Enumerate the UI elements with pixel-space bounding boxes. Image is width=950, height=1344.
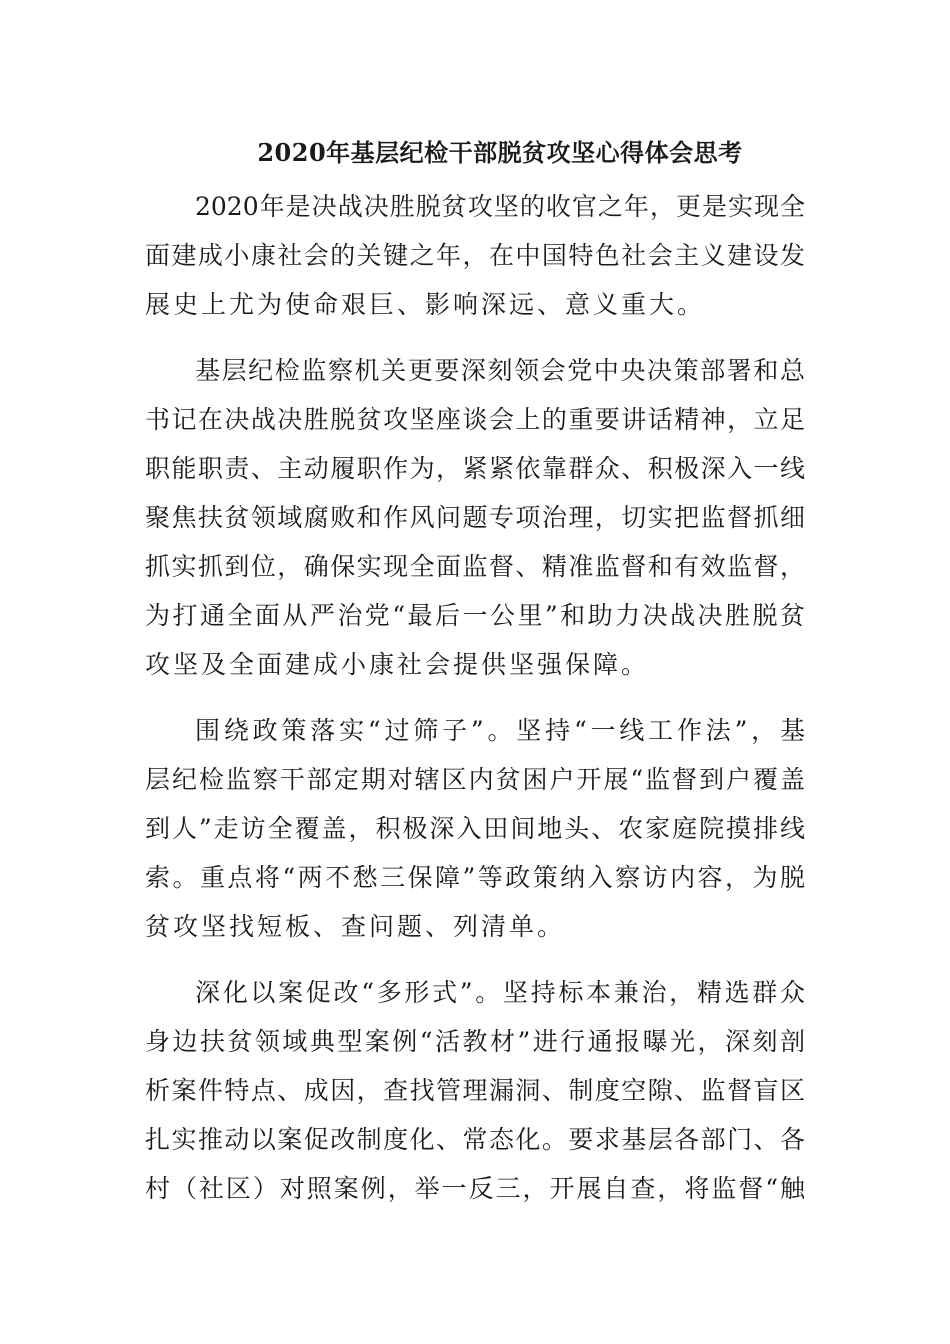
text-line: 攻坚及全面建成小康社会提供坚强保障。 [145, 650, 650, 679]
text-line: 抓实抓到位，确保实现全面监督、精准监督和有效监督， [145, 552, 805, 581]
text-line: 层纪检监察干部定期对辖区内贫困户开展“监督到户覆盖 [145, 765, 805, 794]
text-line: 基层纪检监察机关更要深刻领会党中央决策部署和总 [195, 356, 805, 385]
text-line: 身边扶贫领域典型案例“活教材”进行通报曝光，深刻剖 [145, 1027, 805, 1056]
text-line: 面建成小康社会的关键之年，在中国特色社会主义建设发 [145, 241, 805, 270]
text-line: 深化以案促改“多形式”。坚持标本兼治，精选群众 [195, 978, 805, 1007]
text-line: 聚焦扶贫领域腐败和作风问题专项治理，切实把监督抓细 [145, 503, 805, 532]
text-line: 围绕政策落实“过筛子”。坚持“一线工作法”，基 [195, 716, 805, 745]
text-line: 书记在决战决胜脱贫攻坚座谈会上的重要讲话精神，立足 [145, 405, 805, 434]
text-line: 贫攻坚找短板、查问题、列清单。 [145, 912, 566, 941]
text-line: 到人”走访全覆盖，积极深入田间地头、农家庭院摸排线 [145, 814, 805, 843]
text-line: 为打通全面从严治党“最后一公里”和助力决战决胜脱贫 [145, 601, 805, 630]
text-line: 扎实推动以案促改制度化、常态化。要求基层各部门、各 [145, 1125, 805, 1154]
paragraph-4 [145, 968, 805, 1213]
text-line: 职能职责、主动履职作为，紧紧依靠群众、积极深入一线 [145, 454, 805, 483]
text-line: 展史上尤为使命艰巨、影响深远、意义重大。 [145, 290, 706, 319]
text-line: 析案件特点、成因，查找管理漏洞、制度空隙、监督盲区 [145, 1076, 805, 1105]
paragraph-2 [145, 346, 805, 689]
text-line: 村（社区）对照案例，举一反三，开展自查，将监督“触 [145, 1174, 805, 1203]
text-line: 2020年是决战决胜脱贫攻坚的收官之年，更是实现全 [195, 192, 805, 221]
document-body [145, 182, 805, 1230]
document-title: 2020年基层纪检干部脱贫攻坚心得体会思考 [257, 138, 743, 167]
paragraph-1 [145, 182, 805, 329]
text-line: 索。重点将“两不愁三保障”等政策纳入察访内容，为脱 [145, 863, 805, 892]
paragraph-3 [145, 706, 805, 951]
